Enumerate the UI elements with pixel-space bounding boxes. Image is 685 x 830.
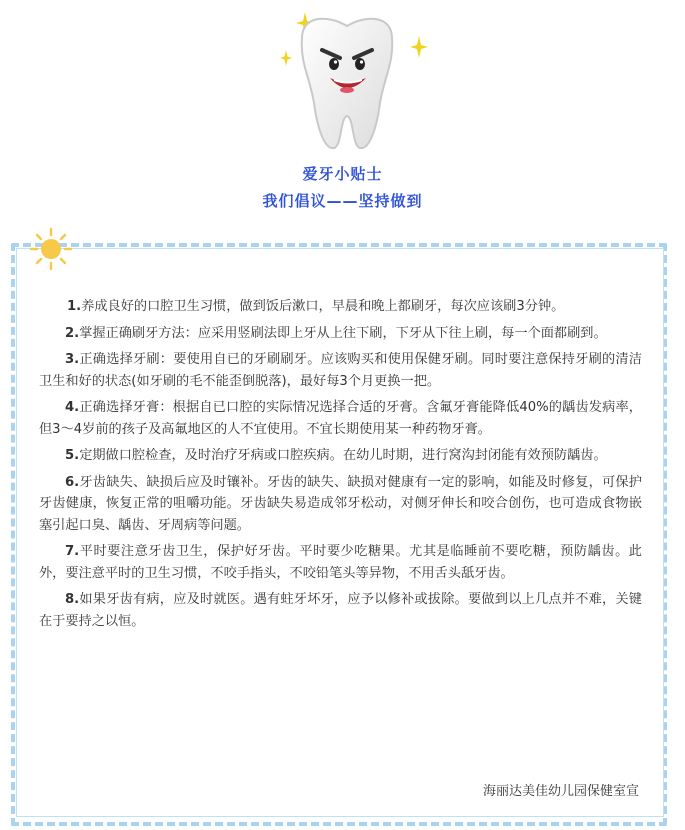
tip-item — [39, 296, 642, 318]
tip-text: 平时要注意牙齿卫生，保护好牙齿。平时要少吃糖果。尤其是临睡前不要吃糖，预防龋齿。此外，要注意平时的卫生习惯，不咬手指头，不咬铅笔头等异物，不用舌头舐牙齿。 — [39, 544, 642, 581]
tip-text: 养成良好的口腔卫生习惯，做到饭后漱口，早晨和晚上都刷牙，每次应该刷3分钟。 — [81, 299, 565, 314]
tip-number: 3. — [65, 352, 80, 367]
tip-text: 掌握正确刷牙方法：应采用竖刷法即上牙从上往下刷，下牙从下往上刷，每一个面都刷到。 — [79, 325, 607, 341]
page-title: 爱牙小贴士 — [302, 165, 383, 183]
sun-icon — [29, 227, 73, 271]
tip-text: 正确选择牙膏：根据自已口腔的实际情况选择合适的牙膏。含氟牙膏能降低40%的龋齿发病率，但3～4岁前的孩子及高氟地区的人不宜使用。不宜长期使用某一种药物牙膏。 — [39, 400, 642, 437]
tip-number: 6. — [65, 474, 80, 490]
tip-number: 7. — [65, 544, 80, 559]
tip-item — [39, 397, 642, 440]
signature: 海丽达美佳幼儿园保健室宣 — [482, 784, 639, 799]
tip-item — [39, 445, 642, 467]
page-subtitle: 我们倡议——坚持做到 — [262, 192, 423, 210]
tip-text: 定期做口腔检查，及时治疗牙病或口腔疾病。在幼儿时期，进行窝沟封闭能有效预防龋齿。 — [79, 448, 607, 463]
tip-item — [39, 589, 642, 632]
tip-number: 8. — [65, 592, 80, 607]
tips-list — [39, 296, 642, 637]
tip-number: 4. — [65, 400, 80, 415]
header-banner — [0, 0, 685, 230]
tooth-mascot-icon — [272, 8, 422, 158]
tip-number: 2. — [65, 325, 80, 341]
tip-text: 正确选择牙刷：要使用自已的牙刷刷牙。应该购买和使用保健牙刷。同时要注意保持牙刷的清洁卫生和好的状态(如牙刷的毛不能歪倒脱落)，最好每3个月更换一把。 — [39, 352, 642, 389]
tip-item — [39, 472, 642, 537]
tip-number: 5. — [65, 448, 80, 463]
tip-item — [39, 349, 642, 392]
tip-text: 如果牙齿有病，应及时就医。遇有蛀牙坏牙，应予以修补或拔除。要做到以上几点并不难，关键在于要持之以恒。 — [39, 592, 642, 629]
tip-number: 1. — [67, 299, 82, 314]
tip-text: 牙齿缺失、缺损后应及时镶补。牙齿的缺失、缺损对健康有一定的影响，如能及时修复，可保护牙齿健康，恢复正常的咀嚼功能。牙齿缺失易造成邻牙松动，对侧牙伸长和咬合创伤，也可造成食物嵌塞引起口臭、龋齿、牙周病等问题。 — [39, 474, 642, 533]
tip-item — [39, 541, 642, 584]
tip-item — [39, 323, 642, 345]
